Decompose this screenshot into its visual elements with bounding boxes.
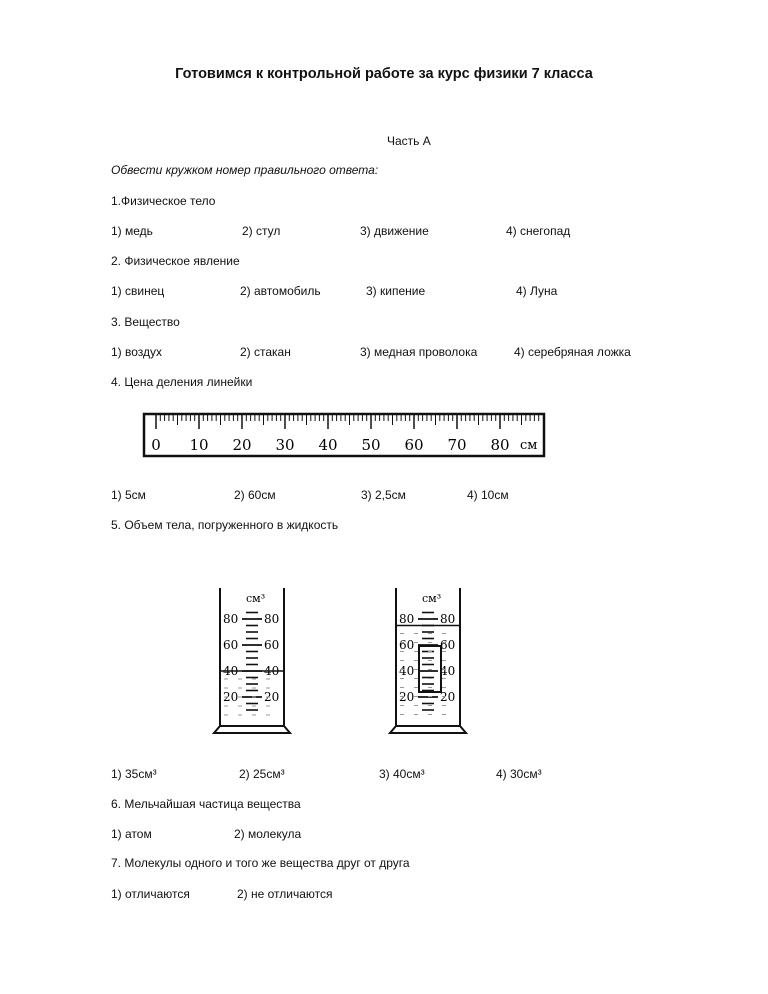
cylinder-label-right: 80 [264,612,280,626]
cylinder-label-left: 80 [399,612,415,626]
q6-option-2: 2) молекула [234,827,302,841]
part-heading: Часть А [387,134,431,148]
q5-option-4: 4) 30см³ [496,767,542,781]
q1-option-3: 3) движение [360,224,429,238]
q2-option-2: 2) автомобиль [240,284,321,298]
q4-option-1: 1) 5см [111,488,146,502]
cylinder-label-left: 20 [223,690,239,704]
page-title: Готовимся к контрольной работе за курс физики 7 класса [175,66,593,82]
question-3-text: 3. Вещество [111,315,180,329]
cylinder-label-right: 60 [440,638,456,652]
cylinder-label-left: 40 [223,664,239,678]
ruler-label: 20 [232,436,252,454]
question-6-text: 6. Мельчайшая частица вещества [111,797,301,811]
q3-option-4: 4) серебряная ложка [514,345,631,359]
q4-option-3: 3) 2,5см [361,488,406,502]
cylinder-scale [223,612,279,710]
instruction-text: Обвести кружком номер правильного ответа: [111,163,379,177]
cylinder-right [384,586,474,736]
cylinder-label-right: 40 [440,664,456,678]
cylinder-label-left: 40 [399,664,415,678]
q2-option-4: 4) Луна [516,284,558,298]
cylinder-left [208,586,298,736]
question-1-text: 1.Физическое тело [111,194,216,208]
question-2-text: 2. Физическое явление [111,254,240,268]
cylinder-label-right: 60 [264,638,280,652]
cylinder-label-left: 60 [223,638,239,652]
cylinder-label-left: 20 [399,690,415,704]
cylinder-unit: см³ [422,592,442,605]
q4-option-4: 4) 10см [467,488,509,502]
q2-option-3: 3) кипение [366,284,426,298]
ruler-label: 0 [151,436,161,454]
q7-option-2: 2) не отличаются [237,887,333,901]
q3-option-1: 1) воздух [111,345,163,359]
ruler-label: 30 [275,436,295,454]
q1-option-1: 1) медь [111,224,153,238]
ruler-unit: см [520,438,538,453]
cylinder-label-right: 20 [264,690,280,704]
q2-option-1: 1) свинец [111,284,165,298]
cylinder-label-left: 60 [399,638,415,652]
cylinder-base [214,726,290,733]
ruler-label: 50 [361,436,381,454]
q3-option-2: 2) стакан [240,345,291,359]
question-4-text: 4. Цена деления линейки [111,375,253,389]
q5-option-3: 3) 40см³ [379,767,425,781]
ruler-label: 80 [490,436,510,454]
cylinder-label-right: 20 [440,690,456,704]
q3-option-3: 3) медная проволока [360,345,478,359]
ruler-figure [140,410,550,462]
ruler-labels [151,436,509,454]
q5-option-2: 2) 25см³ [239,767,285,781]
cylinder-label-left: 80 [223,612,239,626]
ruler-label: 60 [404,436,424,454]
question-7-text: 7. Молекулы одного и того же вещества друг от друга [111,856,410,870]
cylinder-unit: см³ [246,592,266,605]
cylinder-base [390,726,466,733]
ruler-label: 70 [447,436,467,454]
q1-option-4: 4) снегопад [506,224,571,238]
q4-option-2: 2) 60см [234,488,276,502]
ruler-label: 40 [318,436,338,454]
q7-option-1: 1) отличаются [111,887,190,901]
q1-option-2: 2) стул [242,224,281,238]
ruler-label: 10 [189,436,209,454]
q5-option-1: 1) 35см³ [111,767,157,781]
cylinder-label-right: 80 [440,612,456,626]
cylinder-label-right: 40 [264,664,280,678]
q6-option-1: 1) атом [111,827,152,841]
question-5-text: 5. Объем тела, погруженного в жидкость [111,518,339,532]
cylinder-scale [399,612,455,710]
